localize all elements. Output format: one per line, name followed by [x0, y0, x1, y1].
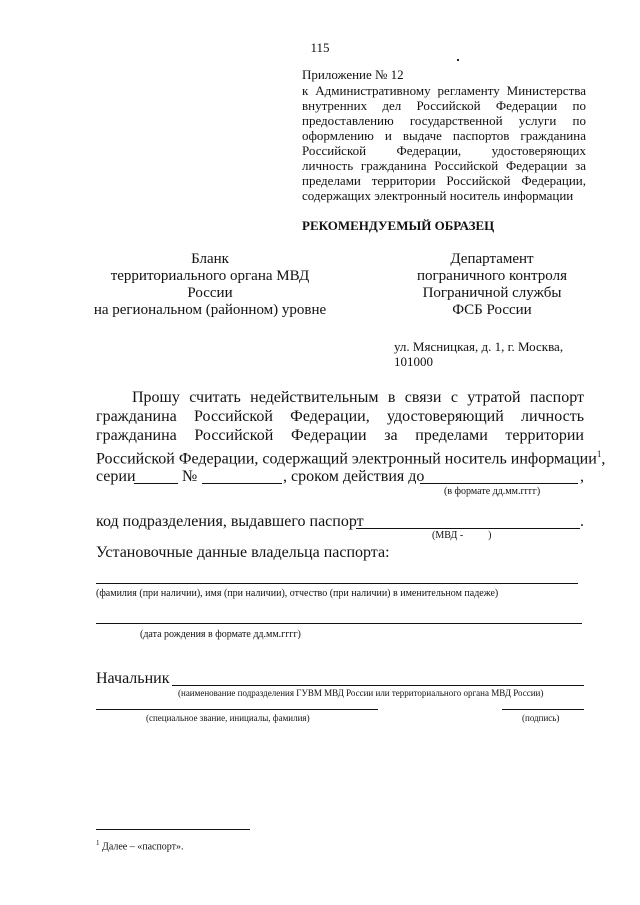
- appendix-line: предоставлению государственной услуги по: [302, 113, 586, 128]
- footnote: [96, 837, 184, 853]
- recipient-line: ФСБ России: [452, 302, 532, 318]
- full-name-field[interactable]: [96, 583, 578, 584]
- appendix-line: к Административному регламенту Министерства: [302, 83, 586, 98]
- sample-heading: РЕКОМЕНДУЕМЫЙ ОБРАЗЕЦ: [302, 218, 495, 233]
- recipient-address: ул. Мясницкая, д. 1, г. Москва, 101000: [394, 339, 564, 369]
- left-block: [90, 251, 330, 319]
- signature-field[interactable]: [502, 709, 584, 710]
- rank-field[interactable]: [96, 709, 378, 710]
- division-row-end: .: [580, 513, 584, 530]
- footnote-mark: 1: [96, 839, 100, 847]
- recipient-line: Пограничной службы: [422, 285, 562, 301]
- left-block-line: Бланк: [191, 251, 229, 267]
- footnote-ref: 1: [596, 449, 602, 459]
- recipient-line: Департамент: [450, 251, 534, 267]
- footnote-text: Далее – «паспорт».: [102, 841, 184, 853]
- request-last-text: Российской Федерации, содержащий электронный носитель информации: [96, 450, 597, 468]
- division-code-field[interactable]: [356, 528, 580, 529]
- appendix-title: Приложение № 12: [302, 67, 404, 82]
- appendix-line: личность гражданина Российской Федерации за: [302, 158, 586, 173]
- signature-hint: (подпись): [522, 713, 560, 723]
- appendix-block: [302, 67, 586, 203]
- number-label: №: [182, 468, 198, 485]
- owner-heading: Установочные данные владельца паспорта:: [96, 544, 390, 561]
- series-row-end: ,: [580, 468, 584, 485]
- request-last-line: [96, 445, 606, 468]
- division-label: код подразделения, выдавшего паспорт: [96, 513, 364, 530]
- dot-mark: [457, 59, 459, 61]
- page-number: 115: [310, 40, 330, 55]
- recipient-block: [392, 251, 592, 319]
- appendix-line: Российской Федерации, удостоверяющих: [302, 143, 586, 158]
- left-block-line: на региональном (районном) уровне: [93, 302, 327, 318]
- request-line: Прошу считать недействительным в связи с утратой паспорт: [132, 389, 584, 406]
- birth-date-field[interactable]: [96, 623, 582, 624]
- full-name-hint: (фамилия (при наличии), имя (при наличии), отчество (при наличии) в именительном падеже): [96, 588, 499, 599]
- left-block-line: территориального органа МВД России: [110, 268, 310, 301]
- request-line: гражданина Российской Федерации, удостоверяющий личность: [96, 408, 584, 425]
- appendix-line: пределами территории Российской Федерации,: [302, 173, 586, 188]
- chief-label: Начальник: [96, 670, 170, 687]
- rank-hint: (специальное звание, инициалы, фамилия): [146, 713, 310, 723]
- validity-label: , сроком действия до: [283, 468, 425, 485]
- appendix-line: внутренних дел Российской Федерации по: [302, 98, 586, 113]
- division-hint: (МВД - ): [432, 530, 492, 541]
- chief-unit-hint: (наименование подразделения ГУВМ МВД России или территориального органа МВД России): [178, 688, 544, 698]
- appendix-line: содержащих электронный носитель информации: [302, 188, 574, 203]
- appendix-line: оформлению и выдаче паспортов гражданина: [302, 128, 586, 143]
- birth-date-hint: (дата рождения в формате дд.мм.гггг): [140, 629, 301, 640]
- chief-unit-field[interactable]: [172, 685, 584, 686]
- series-label: серии: [96, 468, 136, 485]
- validity-date-field[interactable]: [420, 483, 578, 484]
- recipient-line: пограничного контроля: [417, 268, 567, 284]
- request-paragraph: [96, 388, 606, 468]
- series-field[interactable]: [134, 483, 178, 484]
- number-field[interactable]: [202, 483, 282, 484]
- request-line: гражданина Российской Федерации за пределами территории: [96, 427, 584, 444]
- footnote-separator: [96, 829, 250, 830]
- request-last-punct: ,: [601, 450, 606, 468]
- date-format-hint: (в формате дд.мм.гггг): [444, 486, 541, 497]
